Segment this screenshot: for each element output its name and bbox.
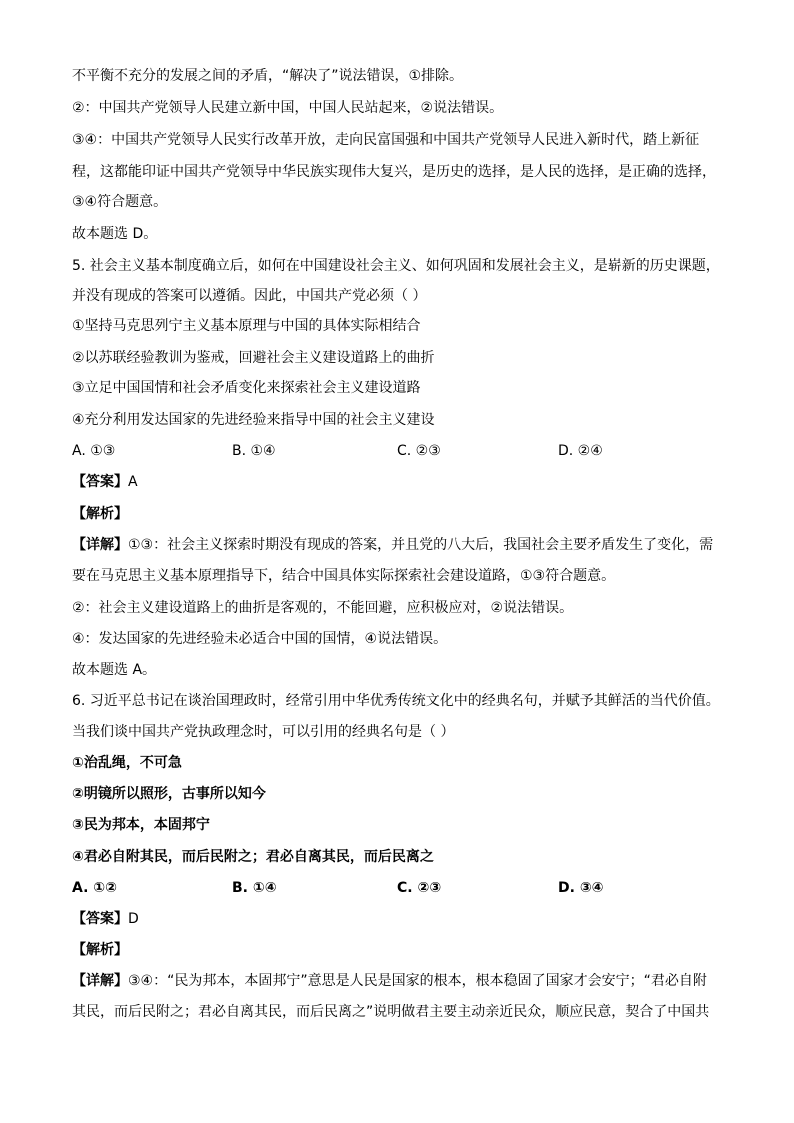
prev-explanation-line: 程，这都能印证中国共产党领导中华民族实现伟大复兴，是历史的选择，是人民的选择，是正确的选择， xyxy=(72,164,716,180)
q5-option-d: D. ②④ xyxy=(558,443,603,459)
prev-explanation-line: ③④符合题意。 xyxy=(72,194,168,210)
q5-detail-line: 要在马克思主义基本原理指导下，结合中国具体实际探索社会建设道路，①③符合题意。 xyxy=(72,568,616,584)
answer-tag: 【答案】 xyxy=(72,474,128,490)
detail-tag: 【详解】 xyxy=(72,973,128,989)
q5-statement-3: ③立足中国国情和社会矛盾变化来探索社会主义建设道路 xyxy=(72,380,421,396)
q6-detail-line xyxy=(72,971,707,991)
q6-statement-1: ①治乱绳，不可急 xyxy=(72,755,182,771)
prev-explanation-line: 不平衡不充分的发展之间的矛盾，“解决了”说法错误，①排除。 xyxy=(72,68,464,84)
q6-statement-2: ②明镜所以照形，古事所以知今 xyxy=(72,786,266,802)
q5-detail-line xyxy=(72,535,713,555)
q6-stem-line: 6. 习近平总书记在谈治国理政时，经常引用中华优秀传统文化中的经典名句，并赋予其鲜活的当代价值。 xyxy=(72,693,720,709)
q5-option-c: C. ②③ xyxy=(397,443,441,459)
q6-option-c: C. ②③ xyxy=(397,880,442,896)
prev-conclusion: 故本题选 D。 xyxy=(72,226,158,242)
q6-detail-text: ③④：“民为邦本，本固邦宁”意思是人民是国家的根本，根本稳固了国家才会安宁；“君必自附 xyxy=(128,973,707,989)
q5-option-a: A. ①③ xyxy=(72,443,116,459)
q5-conclusion: 故本题选 A。 xyxy=(72,662,157,678)
q5-statement-4: ④充分利用发达国家的先进经验来指导中国的社会主义建设 xyxy=(72,412,435,428)
prev-explanation-line: ③④：中国共产党领导人民实行改革开放，走向民富国强和中国共产党领导人民进入新时代，踏上新征 xyxy=(72,132,700,148)
q6-stem-line: 当我们谈中国共产党执政理念时，可以引用的经典名句是（ ） xyxy=(72,724,455,740)
q5-detail-line: ②：社会主义建设道路上的曲折是客观的，不能回避，应积极应对，②说法错误。 xyxy=(72,600,574,616)
q6-option-a: A. ①② xyxy=(72,880,117,896)
prev-explanation-line: ②：中国共产党领导人民建立新中国，中国人民站起来，②说法错误。 xyxy=(72,100,504,116)
q5-stem-line: 5. 社会主义基本制度确立后，如何在中国建设社会主义、如何巩固和发展社会主义，是崭新的历史课题， xyxy=(72,258,720,274)
q5-answer: A xyxy=(128,474,138,490)
detail-tag: 【详解】 xyxy=(72,537,128,553)
q6-statement-3: ③民为邦本，本固邦宁 xyxy=(72,817,210,833)
q6-statement-4: ④君必自附其民，而后民附之；君必自离其民，而后民离之 xyxy=(72,849,434,865)
q5-analysis-tag: 【解析】 xyxy=(72,506,128,522)
q6-detail-line: 其民，而后民附之；君必自离其民，而后民离之”说明做君主要主动亲近民众，顺应民意，契合了中国共 xyxy=(72,1004,710,1020)
q6-answer-line xyxy=(72,909,139,929)
q6-answer: D xyxy=(128,911,139,927)
q6-option-b: B. ①④ xyxy=(232,880,277,896)
q6-option-d: D. ③④ xyxy=(558,880,604,896)
q5-statement-2: ②以苏联经验教训为鉴戒，回避社会主义建设道路上的曲折 xyxy=(72,350,435,366)
q5-answer-line xyxy=(72,472,138,492)
q5-detail-line: ④：发达国家的先进经验未必适合中国的国情，④说法错误。 xyxy=(72,631,448,647)
q5-detail-text: ①③：社会主义探索时期没有现成的答案，并且党的八大后，我国社会主要矛盾发生了变化，需 xyxy=(128,537,714,553)
q5-stem-line: 并没有现成的答案可以遵循。因此，中国共产党必须（ ） xyxy=(72,288,427,304)
q5-statement-1: ①坚持马克思列宁主义基本原理与中国的具体实际相结合 xyxy=(72,318,421,334)
q6-analysis-tag: 【解析】 xyxy=(72,942,128,958)
answer-tag: 【答案】 xyxy=(72,911,128,927)
q5-option-b: B. ①④ xyxy=(232,443,276,459)
